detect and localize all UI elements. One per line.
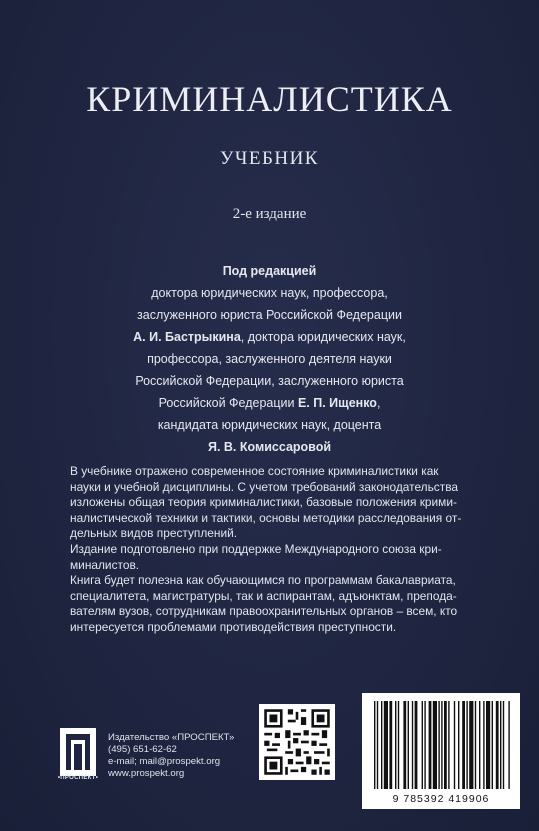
publisher-phone: (495) 651-62-62	[108, 744, 177, 755]
editors-line-3: заслуженного юриста Российской Федерации	[137, 308, 402, 322]
publisher-logo-text: •ПРОСПЕКТ•	[57, 775, 99, 781]
editors-line-5: профессора, заслуженного деятеля науки	[147, 352, 392, 366]
editors-line-1: Под редакцией	[222, 264, 317, 278]
editors-line-9	[100, 436, 439, 458]
editors-line-6: Российской Федерации, заслуженного юриста	[135, 374, 404, 388]
book-abstract	[58, 464, 483, 636]
editor-name-ishchenko: Е. П. Ищенко	[297, 396, 377, 410]
book-subtitle: УЧЕБНИК	[220, 148, 319, 169]
isbn-barcode	[362, 693, 520, 809]
editors-line-4: А. И. Бастрыкина, доктора юридических наук,	[133, 330, 406, 344]
editors-line-2: доктора юридических наук, профессора,	[151, 286, 388, 300]
abstract-paragraph-1: В учебнике отражено современное состояние криминалистики как науки и учебной дисциплины. С учетом требований законодательства изложены общая теория криминалистики, базовые положения крими- налистической техники и тактики, основы методики расследования от- дельных видов преступлений.	[70, 464, 462, 541]
qr-code-icon	[259, 704, 335, 780]
editors-line-7: Российской Федерации Е. П. Ищенко,	[158, 396, 381, 410]
publisher-info	[108, 732, 234, 780]
edition-label: 2-е издание	[232, 206, 307, 222]
abstract-paragraph-2: Издание подготовлено при поддержке Международного союза кри- миналистов.	[70, 541, 442, 572]
publisher-site: www.prospekt.org	[108, 768, 185, 779]
publisher-logo-icon	[60, 728, 96, 776]
isbn-number: 9 785392 419906	[392, 793, 490, 805]
barcode-bars-icon	[362, 693, 520, 793]
editors-block	[100, 260, 439, 458]
book-title: КРИМИНАЛИСТИКА	[86, 79, 453, 119]
editor-name-bastrykin: А. И. Бастрыкина	[133, 330, 241, 344]
publisher-name: Издательство «ПРОСПЕКТ»	[108, 732, 235, 743]
abstract-paragraph-3: Книга будет полезна как обучающимся по программам бакалавриата, специалитета, магистратуры, так и аспирантам, адъюнктам, препода- вателям вузов, сотрудникам правоохранительных органов – всем, кто интересуется проблемами противодействия преступности.	[70, 573, 458, 634]
editors-line-8: кандидата юридических наук, доцента	[157, 418, 382, 432]
editor-name-komissarova: Я. В. Комиссаровой	[207, 440, 332, 454]
publisher-email: e-mail; mail@prospekt.org	[108, 756, 221, 767]
